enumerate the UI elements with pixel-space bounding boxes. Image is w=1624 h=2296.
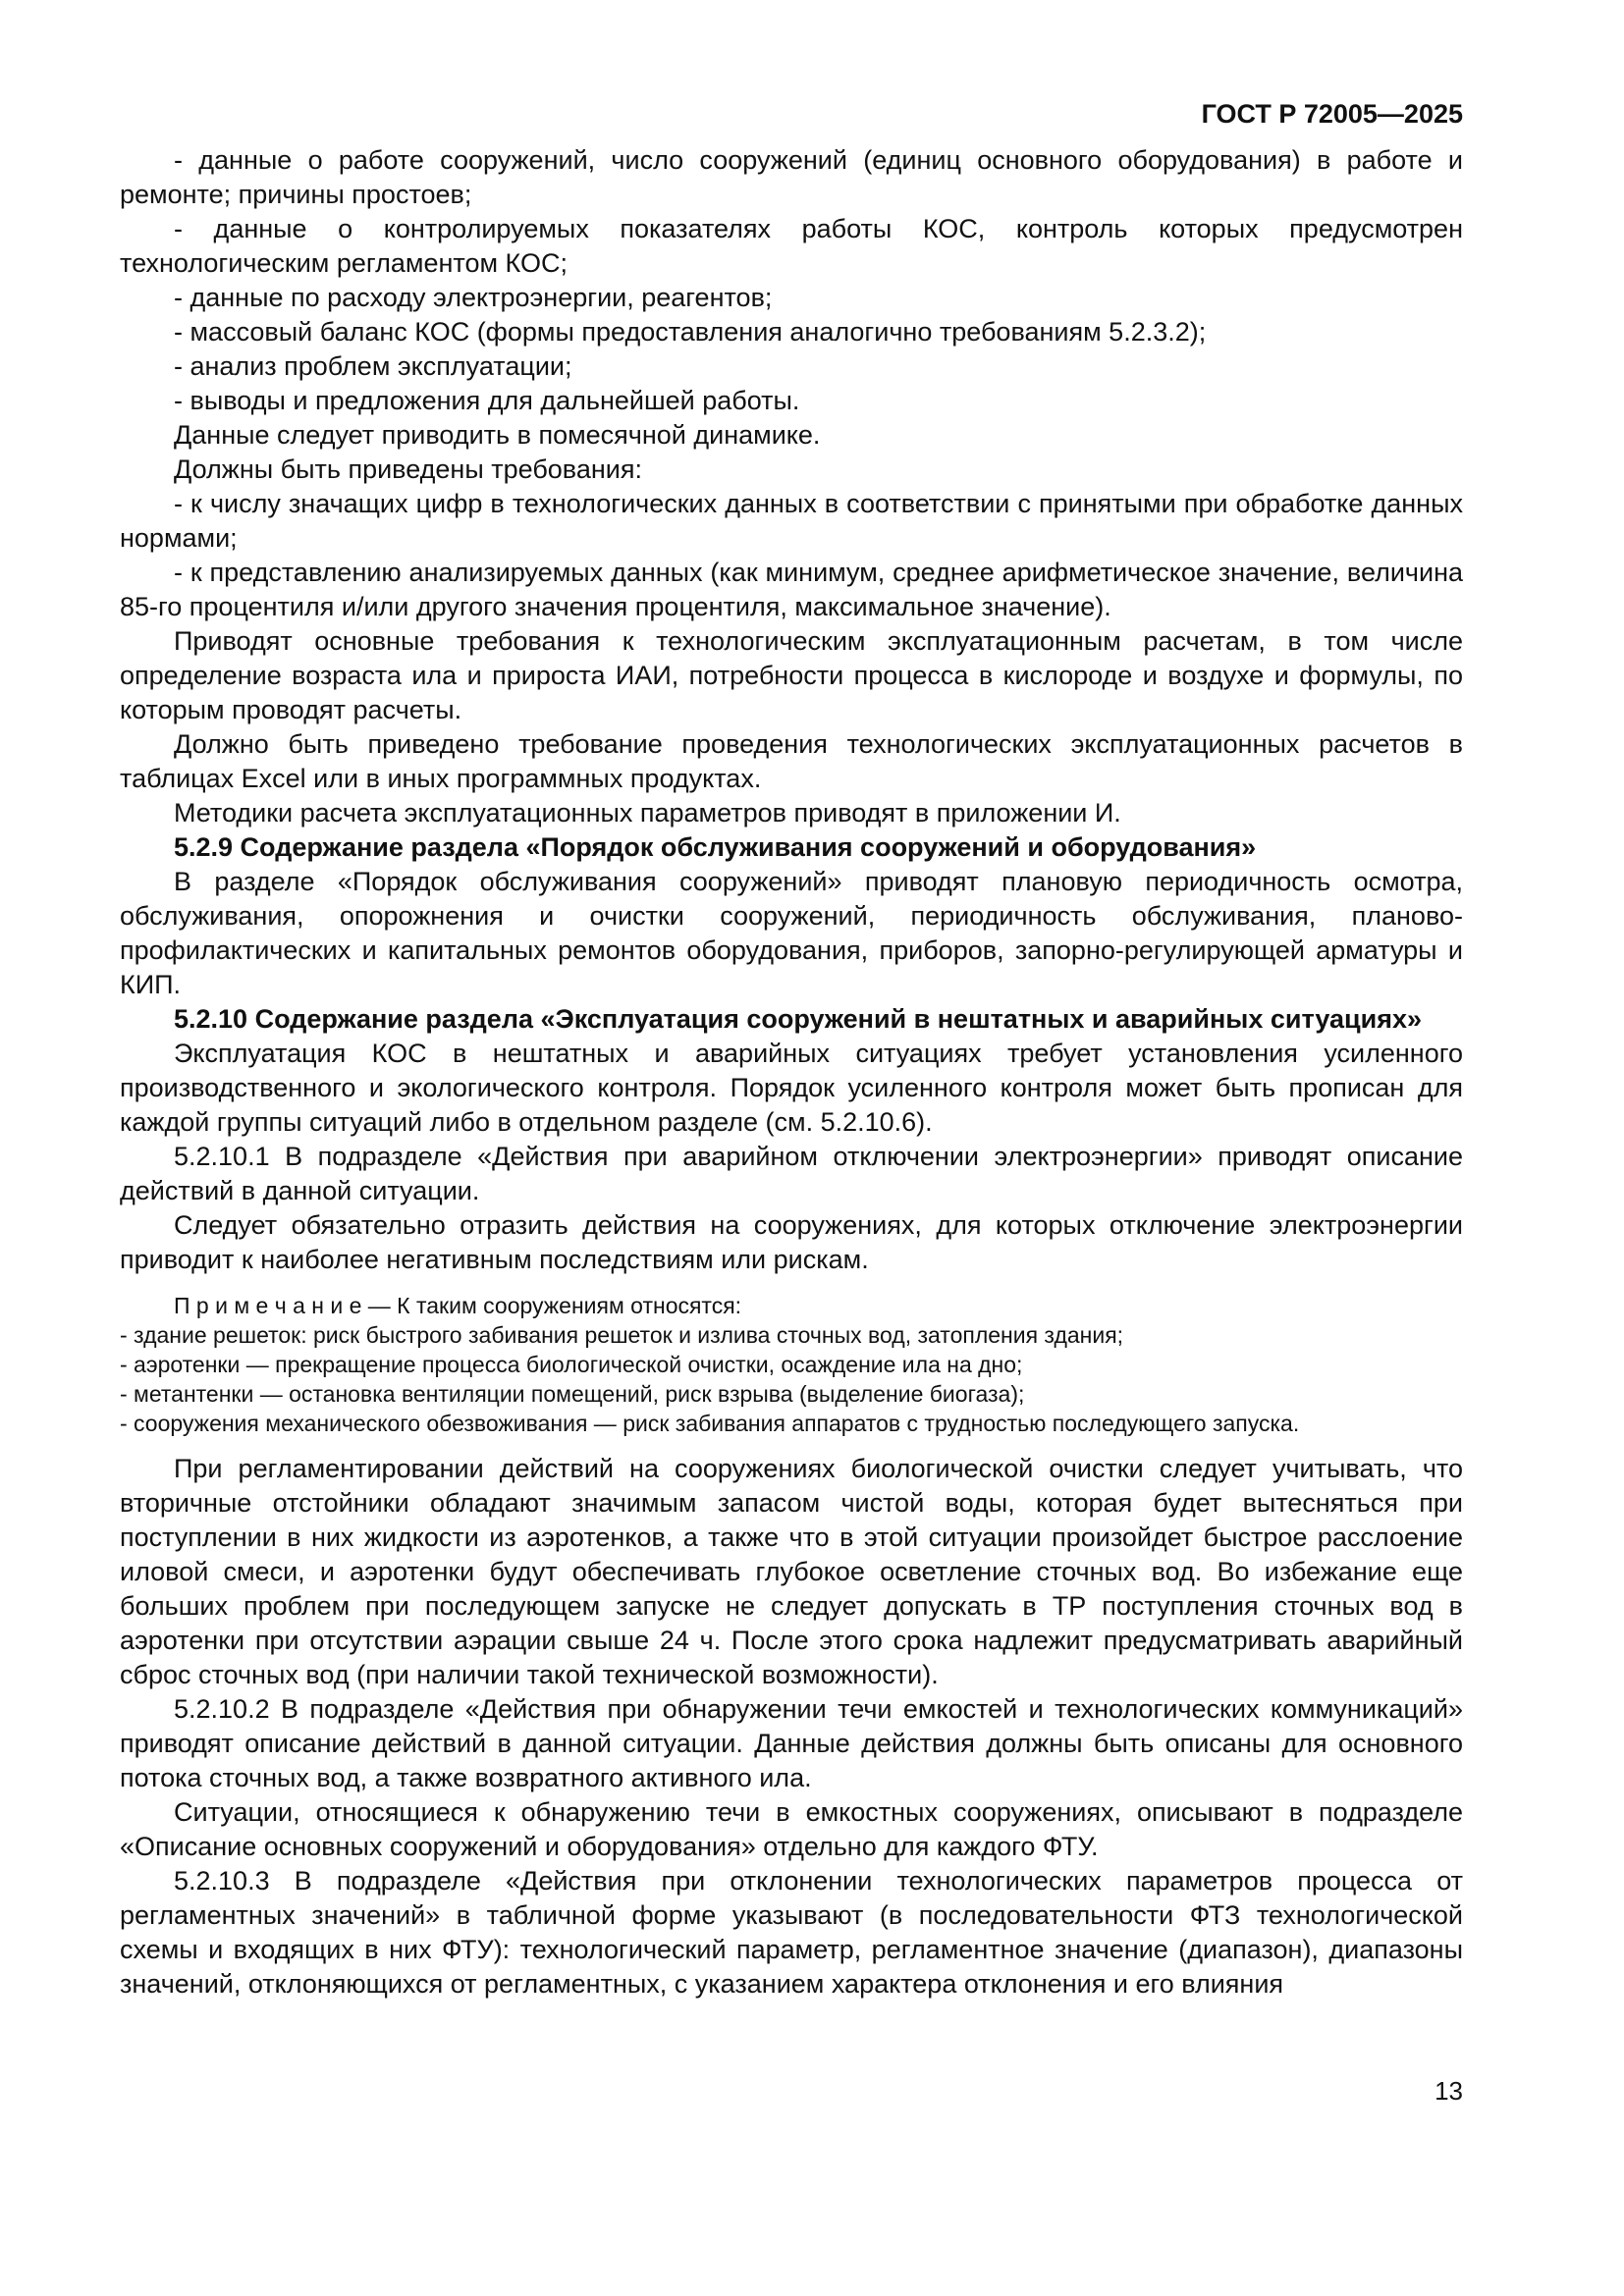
paragraph: Должны быть приведены требования: [174,454,642,484]
page-number: 13 [1435,2076,1463,2106]
paragraph: Эксплуатация КОС в нештатных и аварийных ситуациях требует установления усиленного производственного и экологического контроля. Порядок усиленного контроля может быть прописан для каждой группы ситуаций либо в отдельном разделе (см. 5.2.10.6). [120,1039,1463,1137]
paragraph: - к представлению анализируемых данных (как минимум, среднее арифметическое значение, величина 85-го процентиля и/или другого значения процентиля, максимальное значение). [120,558,1463,621]
note-list-item: - метантенки — остановка вентиляции помещений, риск взрыва (выделение биогаза); [120,1381,1025,1407]
note-list-item: - аэротенки — прекращение процесса биологической очистки, осаждение ила на дно; [120,1352,1023,1377]
note-heading: П р и м е ч а н и е — К таким сооружениям относятся: [174,1293,742,1318]
paragraph: - данные о контролируемых показателях работы КОС, контроль которых предусмотрен технологическим регламентом КОС; [120,214,1463,278]
section-heading-5-2-10: 5.2.10 Содержание раздела «Эксплуатация сооружений в нештатных и аварийных ситуациях» [174,1004,1423,1034]
paragraph: - данные о работе сооружений, число сооружений (единиц основного оборудования) в работе и ремонте; причины простоев; [120,145,1463,209]
note-list-item: - здание решеток: риск быстрого забивания решеток и излива сточных вод, затопления здания; [120,1322,1124,1348]
document-body [120,143,1463,2002]
paragraph: - выводы и предложения для дальнейшей работы. [174,386,800,415]
paragraph: При регламентировании действий на сооружениях биологической очистки следует учитывать, что вторичные отстойники обладают значимым запасом чистой воды, которая будет вытесняться при поступлении в них жидкости из аэротенков, а также что в этой ситуации произойдет быстрое расслоение иловой смеси, и аэротенки будут обеспечивать глубокое осветление сточных вод. Во избежание еще больших проблем при последующем запуске не следует допускать в ТР поступления сточных вод в аэротенки при отсутствии аэрации свыше 24 ч. После этого срока надлежит предусматривать аварийный сброс сточных вод (при наличии такой технической возможности). [120,1454,1463,1689]
paragraph: В разделе «Порядок обслуживания сооружений» приводят плановую периодичность осмотра, обслуживания, опорожнения и очистки сооружений, периодичность обслуживания, планово-профилактических и капитальных ремонтов оборудования, приборов, запорно-регулирующей арматуры и КИП. [120,867,1463,999]
paragraph: - анализ проблем эксплуатации; [174,351,572,381]
document-code-header: ГОСТ Р 72005—2025 [1201,99,1463,129]
paragraph: Следует обязательно отразить действия на сооружениях, для которых отключение электроэнергии приводит к наиболее негативным последствиям или рискам. [120,1210,1463,1274]
note-list-item: - сооружения механического обезвоживания — риск забивания аппаратов с трудностью последующего запуска. [120,1411,1300,1436]
paragraph: Должно быть приведено требование проведения технологических эксплуатационных расчетов в таблицах Excel или в иных программных продуктах. [120,729,1463,793]
paragraph: Приводят основные требования к технологическим эксплуатационным расчетам, в том числе определение возраста ила и прироста ИАИ, потребности процесса в кислороде и воздухе и формулы, по которым проводят расчеты. [120,626,1463,724]
section-heading-5-2-9: 5.2.9 Содержание раздела «Порядок обслуживания сооружений и оборудования» [174,832,1257,862]
paragraph: - к числу значащих цифр в технологических данных в соответствии с принятыми при обработке данных нормами; [120,489,1463,553]
paragraph: Ситуации, относящиеся к обнаружению течи в емкостных сооружениях, описывают в подразделе «Описание основных сооружений и оборудования» отдельно для каждого ФТУ. [120,1797,1463,1861]
paragraph: Данные следует приводить в помесячной динамике. [174,420,821,450]
paragraph: - данные по расходу электроэнергии, реагентов; [174,283,773,312]
paragraph: 5.2.10.2 В подразделе «Действия при обнаружении течи емкостей и технологических коммуникаций» приводят описание действий в данной ситуации. Данные действия должны быть описаны для основного потока сточных вод, а также возвратного активного ила. [120,1694,1463,1792]
paragraph: - массовый баланс КОС (формы предоставления аналогично требованиям 5.2.3.2); [174,317,1207,347]
paragraph: 5.2.10.1 В подразделе «Действия при аварийном отключении электроэнергии» приводят описание действий в данной ситуации. [120,1142,1463,1205]
paragraph: Методики расчета эксплуатационных параметров приводят в приложении И. [174,798,1121,828]
paragraph: 5.2.10.3 В подразделе «Действия при отклонении технологических параметров процесса от регламентных значений» в табличной форме указывают (в последовательности ФТЗ технологической схемы и входящих в них ФТУ): технологический параметр, регламентное значение (диапазон), диапазоны значений, отклоняющихся от регламентных, с указанием характера отклонения и его влияния [120,1866,1463,1999]
